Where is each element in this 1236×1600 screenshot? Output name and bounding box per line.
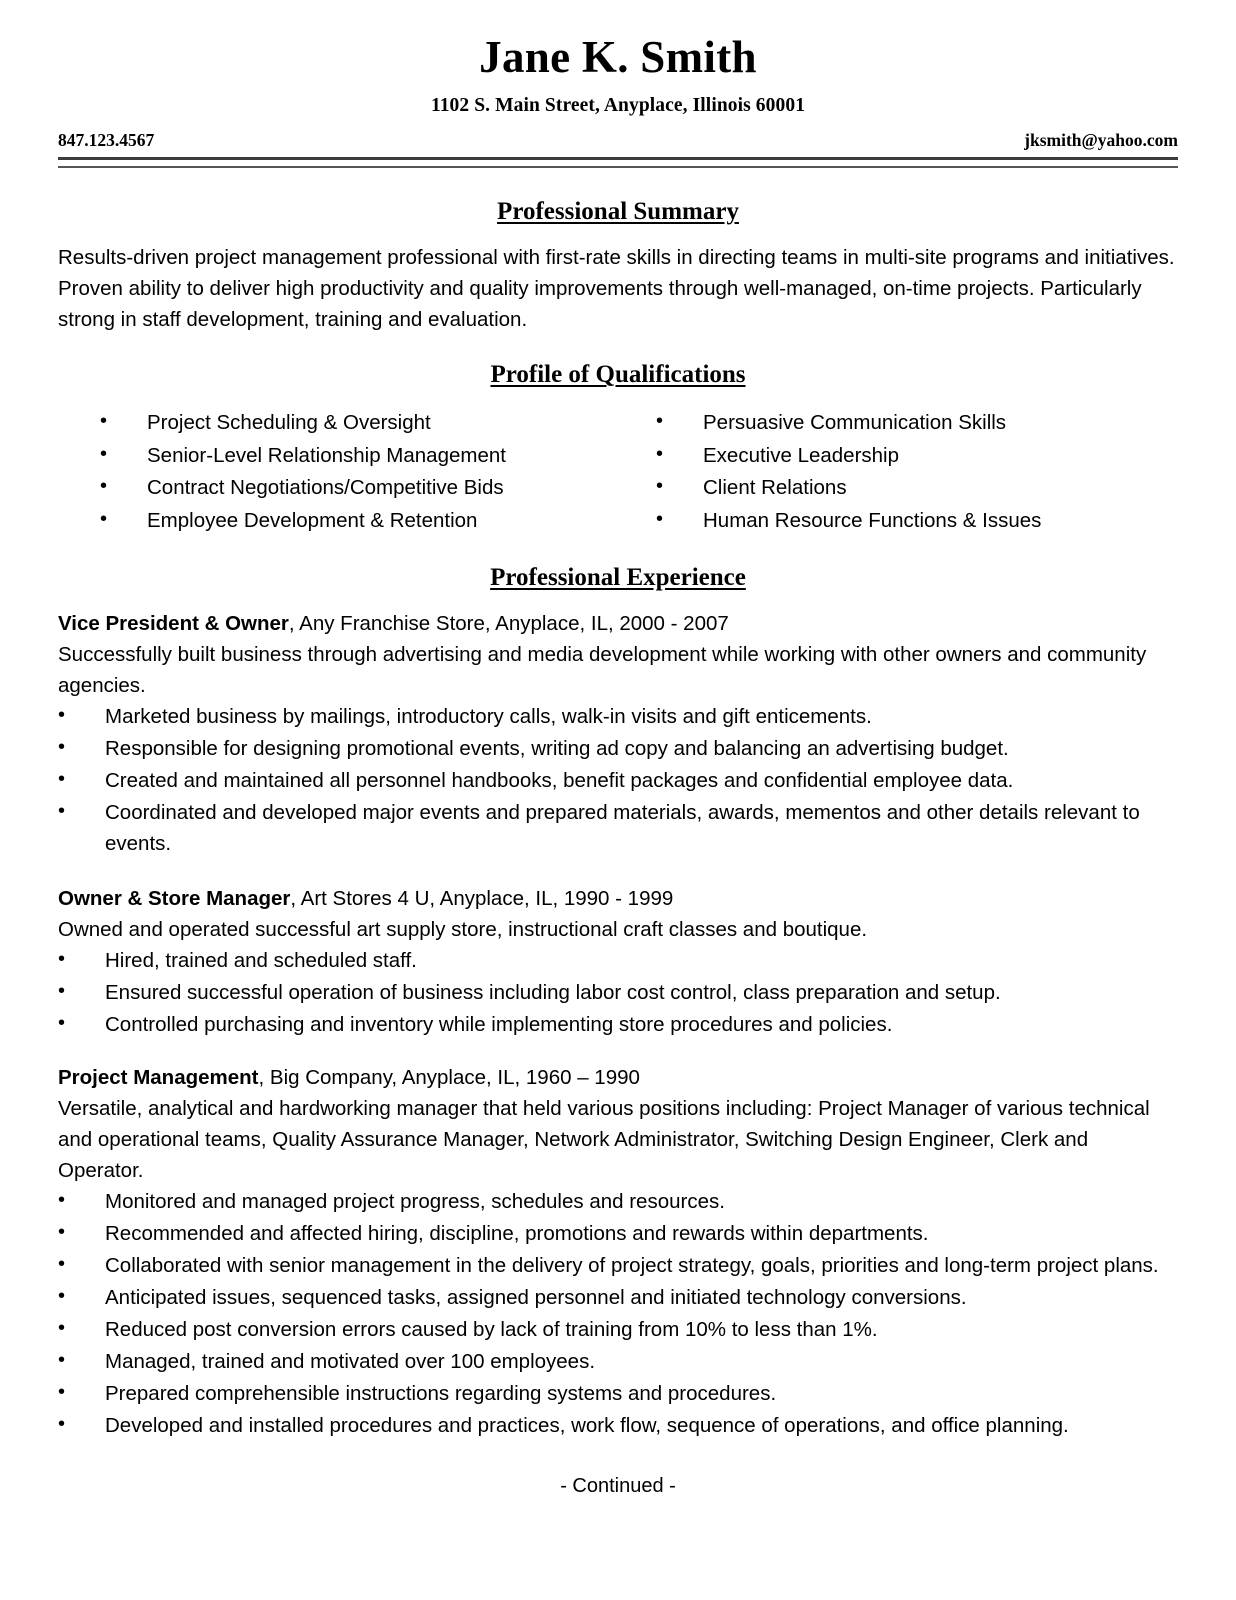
list-item: • Executive Leadership xyxy=(656,440,1178,471)
experience-entry xyxy=(58,883,1178,1040)
qualifications-right-column xyxy=(618,407,1178,537)
section-heading-summary: Professional Summary xyxy=(497,198,739,226)
job-title: Project Management xyxy=(58,1066,259,1090)
job-meta: , Any Franchise Store, Anyplace, IL, 2000 - 2007 xyxy=(288,612,729,636)
list-item: • Recommended and affected hiring, discipline, promotions and rewards within departments. xyxy=(58,1218,1178,1249)
list-item: • Ensured successful operation of business including labor cost control, class preparation and setup. xyxy=(58,977,1178,1008)
list-item: • Contract Negotiations/Competitive Bids xyxy=(100,472,618,503)
contact-row xyxy=(58,130,1178,151)
list-item: • Employee Development & Retention xyxy=(100,505,618,536)
list-item: • Project Scheduling & Oversight xyxy=(100,407,618,438)
list-item: • Marketed business by mailings, introductory calls, walk-in visits and gift enticements. xyxy=(58,701,1178,732)
list-item: • Coordinated and developed major events and prepared materials, awards, mementos and other details relevant to events. xyxy=(58,797,1178,859)
qualifications-left-column xyxy=(58,407,618,537)
continued-note: - Continued - xyxy=(560,1475,676,1498)
job-bullet-list xyxy=(58,701,1178,859)
job-meta: , Big Company, Anyplace, IL, 1960 – 1990 xyxy=(258,1066,640,1090)
list-item: • Developed and installed procedures and practices, work flow, sequence of operations, and office planning. xyxy=(58,1410,1178,1441)
job-heading xyxy=(58,608,1178,639)
job-title: Owner & Store Manager xyxy=(58,887,291,911)
list-item: • Persuasive Communication Skills xyxy=(656,407,1178,438)
job-bullet-list xyxy=(58,945,1178,1040)
list-item: • Monitored and managed project progress, schedules and resources. xyxy=(58,1186,1178,1217)
contact-phone: 847.123.4567 xyxy=(58,130,155,151)
header-divider xyxy=(58,157,1178,168)
experience-entry xyxy=(58,608,1178,859)
summary-paragraph: Results-driven project management professional with first-rate skills in directing teams in multi-site programs and initiatives. Proven ability to deliver high productivity and quality improvements through well-managed, on-time projects. Particularly strong in staff development, training and evaluation. xyxy=(58,246,1175,332)
qualifications-left-list xyxy=(100,407,618,536)
list-item: • Reduced post conversion errors caused by lack of training from 10% to less than 1%. xyxy=(58,1314,1178,1345)
candidate-address: 1102 S. Main Street, Anyplace, Illinois 60001 xyxy=(430,95,806,117)
job-heading xyxy=(58,883,1178,914)
list-item: • Client Relations xyxy=(656,472,1178,503)
job-description: Versatile, analytical and hardworking manager that held various positions including: Project Manager of various technical and operational teams, Quality Assurance Manager, Network Administrator, Switching Design Engineer, Clerk and Operator. xyxy=(58,1097,1150,1183)
candidate-name: Jane K. Smith xyxy=(479,32,757,82)
list-item: • Managed, trained and motivated over 100 employees. xyxy=(58,1346,1178,1377)
section-heading-experience: Professional Experience xyxy=(490,564,746,592)
list-item: • Anticipated issues, sequenced tasks, assigned personnel and initiated technology conversions. xyxy=(58,1282,1178,1313)
experience-entry xyxy=(58,1062,1178,1441)
list-item: • Hired, trained and scheduled staff. xyxy=(58,945,1178,976)
job-title: Vice President & Owner xyxy=(58,612,289,636)
list-item: • Collaborated with senior management in the delivery of project strategy, goals, priorities and long-term project plans. xyxy=(58,1250,1178,1281)
list-item: • Created and maintained all personnel handbooks, benefit packages and confidential employee data. xyxy=(58,765,1178,796)
list-item: • Human Resource Functions & Issues xyxy=(656,505,1178,536)
job-description: Owned and operated successful art supply store, instructional craft classes and boutique. xyxy=(58,918,868,942)
summary-block xyxy=(58,242,1178,335)
section-heading-qualifications: Profile of Qualifications xyxy=(490,361,746,389)
job-heading xyxy=(58,1062,1178,1093)
job-description: Successfully built business through advertising and media development while working with other owners and community agencies. xyxy=(58,643,1147,698)
job-bullet-list xyxy=(58,1186,1178,1441)
job-meta: , Art Stores 4 U, Anyplace, IL, 1990 - 1999 xyxy=(290,887,674,911)
contact-email: jksmith@yahoo.com xyxy=(1024,130,1178,151)
list-item: • Senior-Level Relationship Management xyxy=(100,440,618,471)
qualifications-columns xyxy=(58,407,1178,537)
list-item: • Controlled purchasing and inventory while implementing store procedures and policies. xyxy=(58,1009,1178,1040)
list-item: • Prepared comprehensible instructions regarding systems and procedures. xyxy=(58,1378,1178,1409)
list-item: • Responsible for designing promotional events, writing ad copy and balancing an advertising budget. xyxy=(58,733,1178,764)
qualifications-right-list xyxy=(656,407,1178,536)
